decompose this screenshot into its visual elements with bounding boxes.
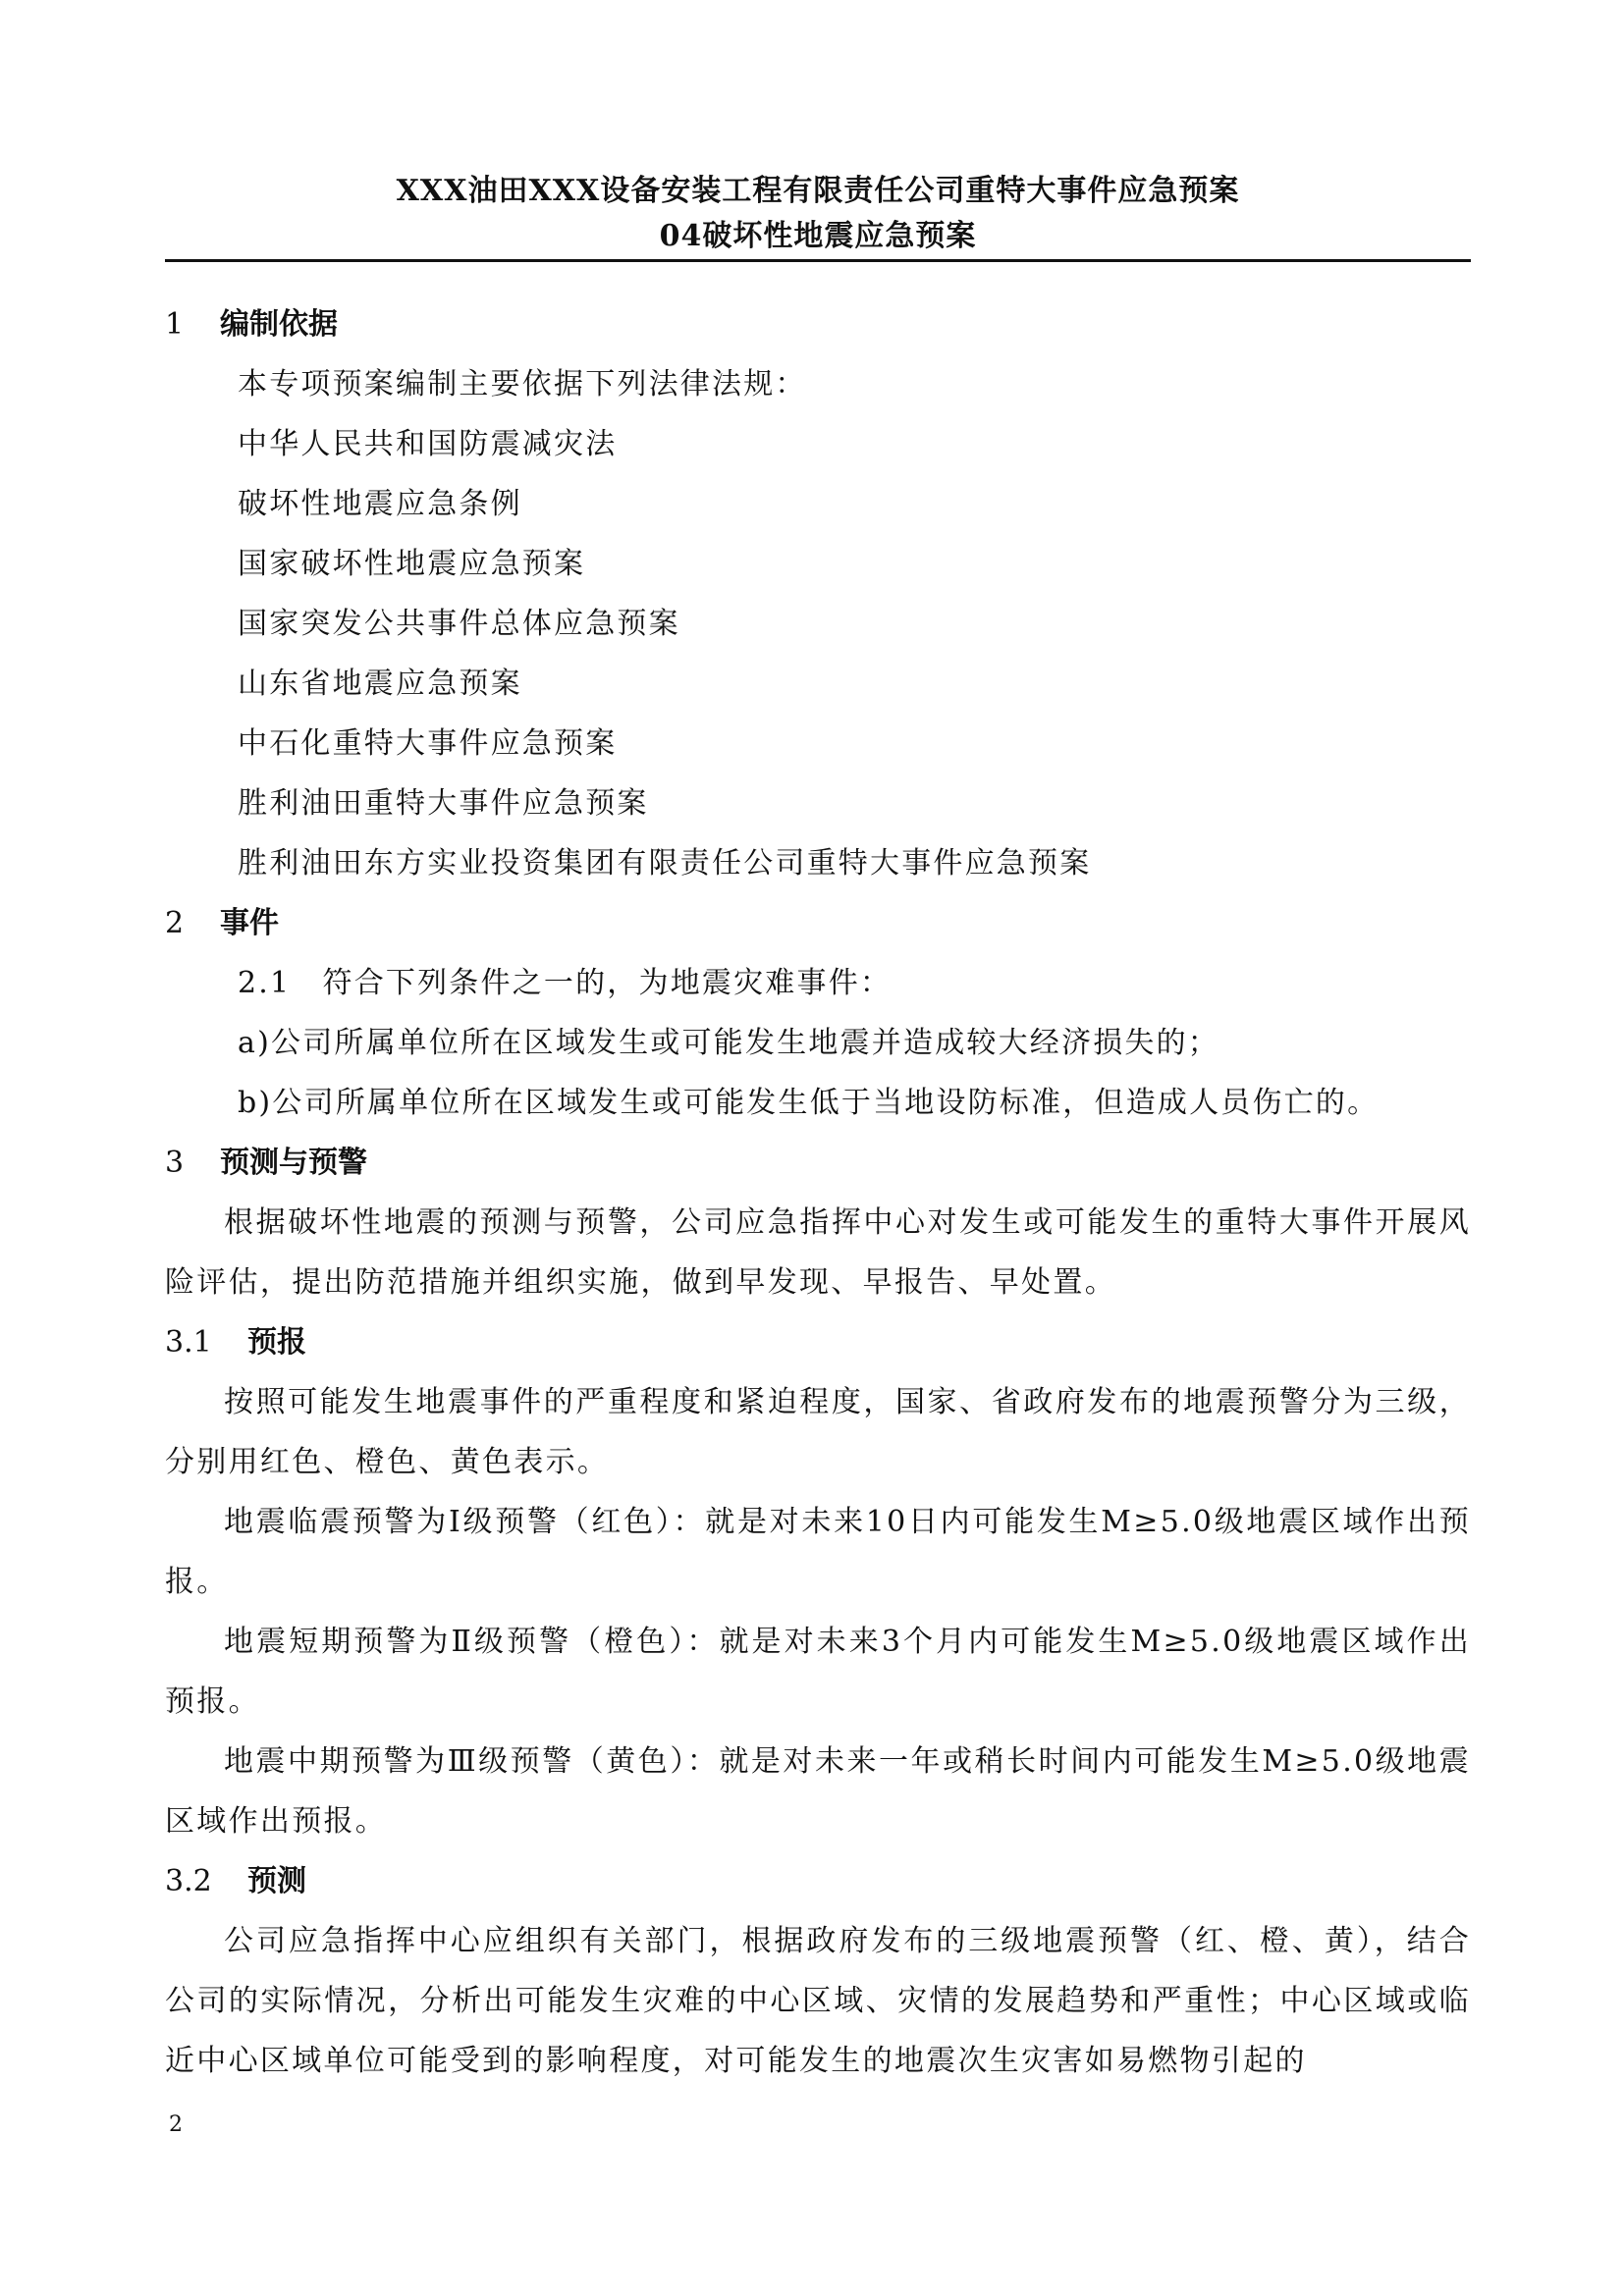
section-heading-3-1 bbox=[165, 1312, 1471, 1372]
warning-level-red: 地震临震预警为Ⅰ级预警（红色）：就是对未来10日内可能发生M≥5.0级地震区域作出预报。 bbox=[165, 1505, 1471, 1599]
section-number: 3.1 bbox=[165, 1325, 212, 1360]
warning-level-yellow: 地震中期预警为Ⅲ级预警（黄色）：就是对未来一年或稍长时间内可能发生M≥5.0级地震区域作出预报。 bbox=[165, 1744, 1471, 1839]
section-number: 3.2 bbox=[165, 1864, 212, 1898]
paragraph: 公司应急指挥中心应组织有关部门，根据政府发布的三级地震预警（红、橙、黄），结合公司的实际情况，分析出可能发生灾难的中心区域、灾情的发展趋势和严重性；中心区域或临近中心区域单位可能受到的影响程度，对可能发生的地震次生灾害如易燃物引起的 bbox=[165, 1924, 1471, 2078]
header-subtitle: 04破坏性地震应急预案 bbox=[659, 219, 977, 253]
section-number: 1 bbox=[165, 307, 185, 342]
section-title: 编制依据 bbox=[220, 307, 338, 342]
document-header bbox=[165, 169, 1471, 259]
section-heading-3 bbox=[165, 1133, 1471, 1193]
paragraph: 根据破坏性地震的预测与预警，公司应急指挥中心对发生或可能发生的重特大事件开展风险评估，提出防范措施并组织实施，做到早发现、早报告、早处置。 bbox=[165, 1205, 1471, 1300]
law-item: 破坏性地震应急条例 bbox=[238, 487, 522, 521]
warning-level-orange: 地震短期预警为Ⅱ级预警（橙色）：就是对未来3个月内可能发生M≥5.0级地震区域作出预报。 bbox=[165, 1625, 1471, 1719]
section-heading-2 bbox=[165, 893, 1471, 953]
section-title: 预报 bbox=[247, 1325, 306, 1360]
section-heading-1 bbox=[165, 294, 1471, 354]
law-item: 国家破坏性地震应急预案 bbox=[238, 547, 586, 581]
condition-item: b)公司所属单位所在区域发生或可能发生低于当地设防标准，但造成人员伤亡的。 bbox=[238, 1086, 1380, 1120]
paragraph: 2.1 符合下列条件之一的，为地震灾难事件： bbox=[238, 966, 893, 1000]
law-item: 国家突发公共事件总体应急预案 bbox=[238, 607, 680, 641]
section-number: 3 bbox=[165, 1146, 185, 1180]
section-heading-3-2 bbox=[165, 1851, 1471, 1911]
law-item: 中华人民共和国防震减灾法 bbox=[238, 427, 618, 461]
paragraph: 按照可能发生地震事件的严重程度和紧迫程度，国家、省政府发布的地震预警分为三级，分别用红色、橙色、黄色表示。 bbox=[165, 1385, 1471, 1479]
header-title: XXX油田XXX设备安装工程有限责任公司重特大事件应急预案 bbox=[396, 174, 1240, 208]
section-title: 预测 bbox=[247, 1864, 306, 1898]
document-body bbox=[165, 294, 1471, 2091]
law-item: 胜利油田重特大事件应急预案 bbox=[238, 786, 649, 821]
section-number: 2 bbox=[165, 906, 185, 940]
law-item: 胜利油田东方实业投资集团有限责任公司重特大事件应急预案 bbox=[238, 846, 1092, 881]
section-title: 预测与预警 bbox=[220, 1146, 367, 1180]
page-number: 2 bbox=[169, 2112, 183, 2137]
law-item: 山东省地震应急预案 bbox=[238, 667, 522, 701]
paragraph: 本专项预案编制主要依据下列法律法规： bbox=[238, 367, 807, 401]
law-item: 中石化重特大事件应急预案 bbox=[238, 726, 618, 761]
condition-item: a)公司所属单位所在区域发生或可能发生地震并造成较大经济损失的； bbox=[238, 1026, 1219, 1060]
section-title: 事件 bbox=[220, 906, 279, 940]
header-divider bbox=[165, 259, 1471, 262]
